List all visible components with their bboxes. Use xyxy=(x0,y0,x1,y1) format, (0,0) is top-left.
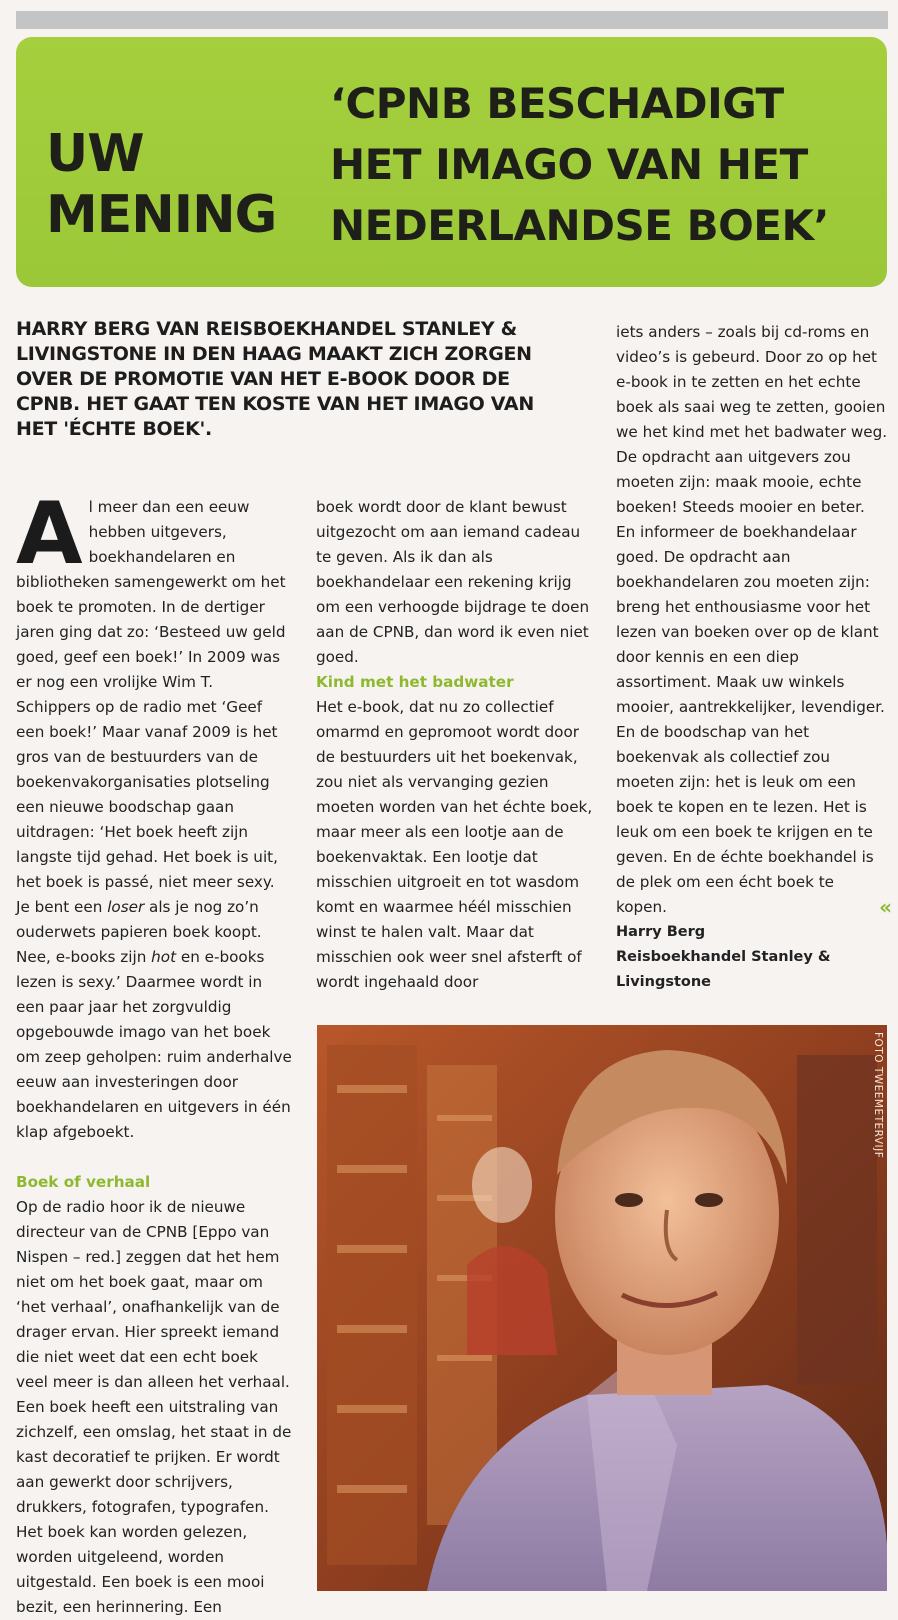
section-label xyxy=(46,124,276,246)
author-photo xyxy=(317,1025,887,1591)
section-label-line: UW xyxy=(46,124,144,184)
paragraph: Op de radio hoor ik de nieuwe directeur van de CPNB [Eppo van Nispen – red.] zeggen dat het hem niet om het boek gaat, maar om ‘het verhaal’, onafhankelijk van de drager ervan. Hier spreekt iemand die niet weet dat een echt boek veel meer is dan alleen het verhaal. Een boek heeft een uitstraling van zichzelf, een omslag, het staat in de kast decoratief te prijken. Er wordt aan gewerkt door schrijvers, drukkers, fotografen, typografen. Het boek kan worden gelezen, worden uitgeleend, worden uitgestald. Een boek is een mooi bezit, een herinnering. Een xyxy=(16,1198,292,1616)
headline xyxy=(330,73,880,256)
article-column-1 xyxy=(16,484,292,1620)
article-column-2 xyxy=(316,495,594,995)
portrait-illustration xyxy=(317,1025,887,1591)
italic-word: loser xyxy=(107,898,145,916)
subheading: Kind met het badwater xyxy=(316,673,514,691)
end-mark-icon: « xyxy=(879,895,892,919)
headline-line: HET IMAGO VAN HET xyxy=(330,140,808,189)
paragraph xyxy=(16,484,292,1145)
intro-lead: HARRY BERG VAN REISBOEKHANDEL STANLEY & LIVINGSTONE IN DEN HAAG MAAKT ZICH ZORGEN OVER DE PROMOTIE VAN HET E-BOOK DOOR DE CPNB. HET GAAT TEN KOSTE VAN HET IMAGO VAN HET 'ÉCHTE BOEK'. xyxy=(16,318,534,440)
text-span: en e-books lezen is sexy.’ Daarmee wordt in een paar jaar het zorgvuldig opgebouwde imago van het boek om zeep geholpen: ruim anderhalve eeuw aan investeringen door boekhandelaren en uitgevers in één klap afgeboekt. xyxy=(16,948,292,1141)
top-rule xyxy=(16,11,888,29)
photo-credit: FOTO TWEEMETERVIJF xyxy=(872,1032,884,1159)
drop-cap: A xyxy=(16,484,83,584)
paragraph xyxy=(616,320,892,920)
author-signature xyxy=(616,920,888,995)
paragraph: boek wordt door de klant bewust uitgezocht om aan iemand cadeau te geven. Als ik dan als boekhandelaar een rekening krijg om een verhoogde bijdrage te doen aan de CPNB, dan word ik even niet goed. xyxy=(316,498,590,666)
headline-line: NEDERLANDSE BOEK’ xyxy=(330,201,829,250)
article-column-3 xyxy=(616,320,892,995)
author-name: Harry Berg xyxy=(616,924,706,940)
italic-word: hot xyxy=(151,948,177,966)
text-span: als je nog zo’n ouderwets papieren boek koopt. Nee, e-books zijn xyxy=(16,898,262,966)
paragraph: Het e-book, dat nu zo collectief omarmd en gepromoot wordt door de bestuurders uit het boekenvak, zou niet als vervanging gezien moeten worden van het échte boek, maar meer als een lootje aan de boekenvaktak. Een lootje dat misschien uitgroeit en tot wasdom komt en waarmee héél misschien winst te halen valt. Maar dat misschien ook weer snel afsterft of wordt ingehaald door xyxy=(316,698,593,991)
subheading: Boek of verhaal xyxy=(16,1173,151,1191)
section-label-line: MENING xyxy=(46,185,277,245)
headline-line: ‘CPNB BESCHADIGT xyxy=(330,79,784,128)
text-span: l meer dan een eeuw hebben uitgevers, boekhandelaren en bibliotheken samengewerkt om het boek te promoten. In de dertiger jaren ging dat zo: ‘Besteed uw geld goed, geef een boek!’ In 2009 was er nog een vrolijke Wim T. Schippers op de radio met ‘Geef een boek!’ Maar vanaf 2009 is het gros van de bestuurders van de boekenvakorganisaties plotseling een nieuwe boodschap gaan uitdragen: ‘Het boek heeft zijn langste tijd gehad. Het boek is uit, het boek is passé, niet meer sexy. Je bent een xyxy=(16,498,286,916)
text-span: iets anders – zoals bij cd-roms en video’s is gebeurd. Door zo op het e-book in te zetten en het echte boek als saai weg te zetten, gooien we het kind met het badwater weg. De opdracht aan uitgevers zou moeten zijn: maak mooie, echte boeken! Steeds mooier en beter. En informeer de boekhandelaar goed. De opdracht aan boekhandelaren zou moeten zijn: breng het enthousiasme voor het lezen van boeken over op de klant door kennis en een diep assortiment. Maak uw winkels mooier, aantrekkelijker, levendiger. En de boodschap van het boekenvak als collectief zou moeten zijn: het is leuk om een boek te kopen en te lezen. Het is leuk om een boek te krijgen en te geven. En de échte boekhandel is de plek om een écht boek te kopen. xyxy=(616,323,888,916)
author-organization: Reisboekhandel Stanley & Livingstone xyxy=(616,949,831,990)
